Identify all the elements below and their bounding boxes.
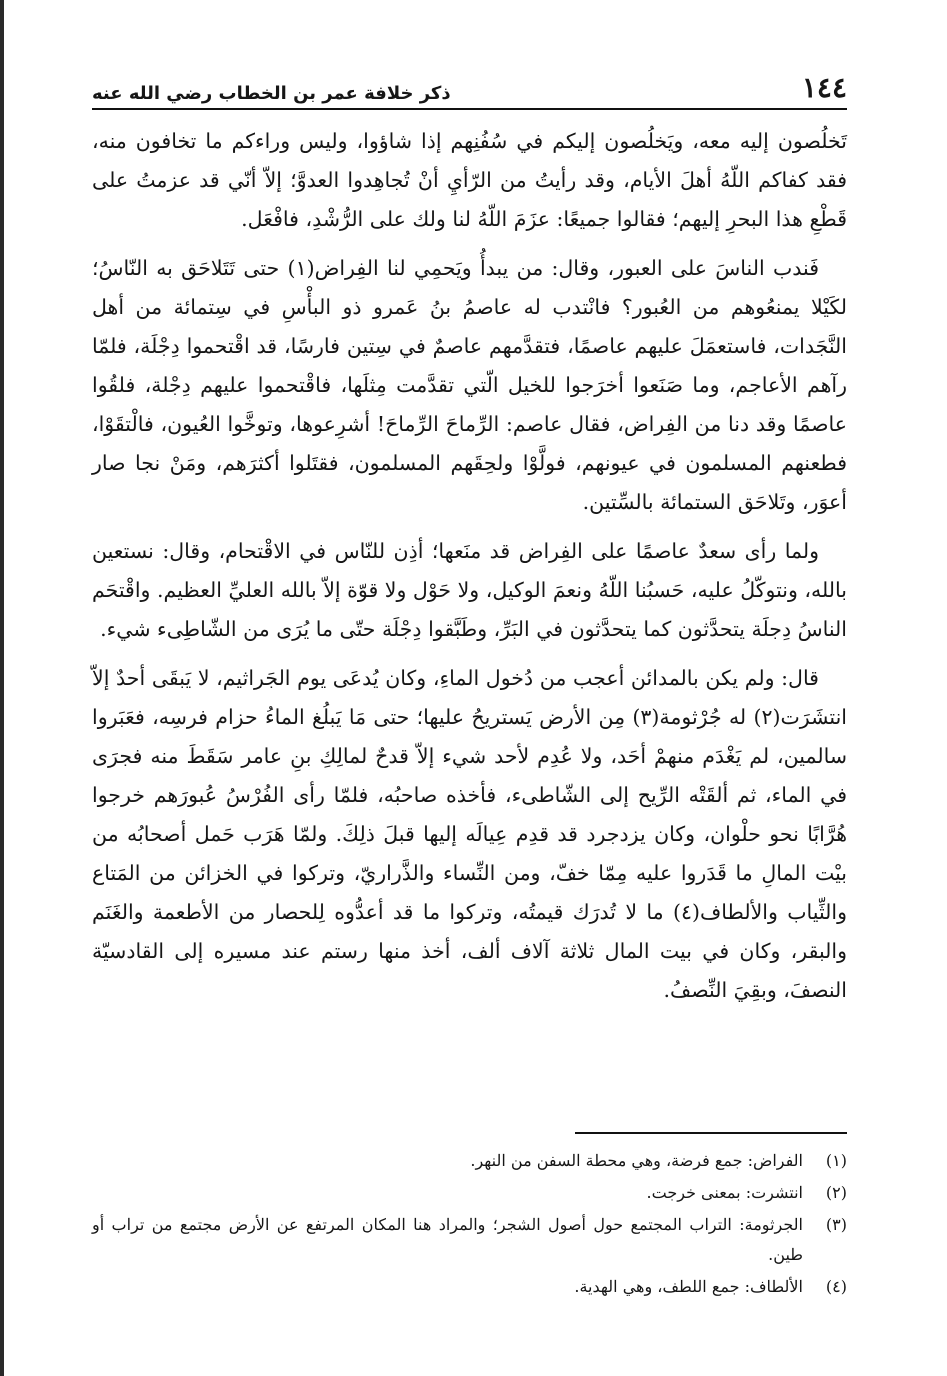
paragraph-1: تَخلُصون إليه معه، ويَخلُصون إليكم في سُفُنِهم إذا شاؤوا، وليس وراءكم ما تخافون منه، فقد كفاكم اللّهُ أهلَ الأيام، وقد رأيتُ من الرّأيِ أنْ تُجاهِدوا العدوَّ؛ إلاّ أنّي قد عزمتُ على قَطْعِ هذا البحرِ إليهم؛ فقالوا جميعًا: عزَمَ اللّهُ لنا ولك على الرُّشْدِ، فافْعَل. <box>92 129 847 231</box>
footnote-number: (٤) <box>825 1277 847 1296</box>
footnote-number: (٢) <box>825 1183 847 1202</box>
running-title: ذكر خلافة عمر بن الخطاب رضي الله عنه <box>92 83 451 104</box>
footnote-text: الألطاف: جمع اللطف، وهي الهدية. <box>574 1277 803 1296</box>
footnote-number: (٣) <box>825 1215 847 1234</box>
page-edge <box>0 0 4 1376</box>
footnote-text: الجرثومة: التراب المجتمع حول أصول الشجر؛ والمراد هنا المكان المرتفع عن الأرض مجتمع من تراب أو طين. <box>92 1215 803 1264</box>
footnote-4 <box>92 1272 847 1302</box>
footnote-3 <box>92 1210 847 1270</box>
footnote-text: الفراض: جمع فرضة، وهي محطة السفن من النهر. <box>470 1151 803 1170</box>
paragraph-2: فَندب الناسَ على العبور، وقال: من يبدأُ ويَحمِي لنا الفِراض(١) حتى تَتَلاحَق به النّاسُ؛ لكَيْلا يمنعُوهم من العُبور؟ فانْتدب له عاصمُ بنُ عَمرو ذو البأْسِ في سِتمائة من أهل النَّجَدات، فاستعمَلَ عليهم عاصمًا، فتقدَّمهم عاصمٌ في سِتين فارسًا، قد اقْتحموا دِجْلَة، فلمّا رآهم الأعاجم، وما صَنَعوا أخرَجوا للخيل الّتي تقدَّمت مِثلَها، فاقْتحموا عليهم دِجْلة، فلقُوا عاصمًا وقد دنا من الفِراض، فقال عاصم: الرِّماحَ الرِّماحَ! أشرِعوها، وتوخَّوا العُيون، فالْتقَوْا، فطعنهم المسلمون في عيونهم، فولَّوْا ولحِقَهم المسلمون، فقتَلوا أكثرَهم، ومَنْ نجا صار أعوَر، وتَلاحَق الستمائة بالسِّتين. <box>92 256 847 514</box>
paragraph-3: ولما رأى سعدٌ عاصمًا على الفِراض قد منَعها؛ أذِن للنّاس في الاقْتحام، وقال: نستعين بالله، ونتوكّلُ عليه، حَسبُنا اللّهُ ونعمَ الوكيل، ولا حَوْل ولا قوّة إلاّ بالله العليِّ العظيم. واقْتحَم الناسُ دِجلَة يتحدَّثون كما يتحدَّثون في البَرِّ، وطَبَّقوا دِجْلَة حتّى ما يُرَى من الشّاطِىء شيء. <box>92 539 847 641</box>
footnote-2 <box>92 1178 847 1208</box>
footnote-1 <box>92 1146 847 1176</box>
page-number: ١٤٤ <box>801 71 847 104</box>
footnotes <box>92 1146 847 1304</box>
footnote-divider <box>575 1132 847 1134</box>
paragraph-4: قال: ولم يكن بالمدائن أعجب من دُخول الماءِ، وكان يُدعَى يوم الجَراثيم، لا يَبقَى أحدٌ إلاّ انتشَرَت(٢) له جُرْثومة(٣) مِن الأرض يَستريحُ عليها؛ حتى مَا يَبلُغ الماءُ حزام فرسِه، فعَبَروا سالمين، لم يَغْدَم منهمْ أحَد، ولا عُدِم لأحد شيء إلاّ قدحٌ لمالِكِ بنِ عامر سَقَطَ منه فجرَى في الماء، ثم ألقَتْه الرِّيح إلى الشّاطىء، فأخذه صاحبُه، فلمّا رأى الفُرْسُ عُبورَهم خرجوا هُرَّابًا نحو حلْوان، وكان يزدجرد قد قدِم عِيالَه إليها قبلَ ذلِكَ. ولمّا هَرَب حَمل أصحابُه من بيْت المالِ ما قَدَروا عليه مِمّا خفّ، ومن النِّساء والذَّراريّ، وتركوا في الخزائن من المَتاع والثِّياب والألطاف(٤) ما لا تُدرَك قيمتُه، وتركوا ما قد أعدُّوه لِلحصار من الأطعمة والغَنَم والبقر، وكان في بيت المال ثلاثة آلاف ألف، أخذ منها رستم عند مسيره إلى القادسيّة النصفَ، وبقِيَ النِّصفُ. <box>92 666 848 1002</box>
page-header <box>92 64 847 110</box>
footnote-number: (١) <box>825 1151 847 1170</box>
footnote-text: انتشرت: بمعنى خرجت. <box>646 1183 803 1202</box>
body-text <box>92 122 847 1020</box>
